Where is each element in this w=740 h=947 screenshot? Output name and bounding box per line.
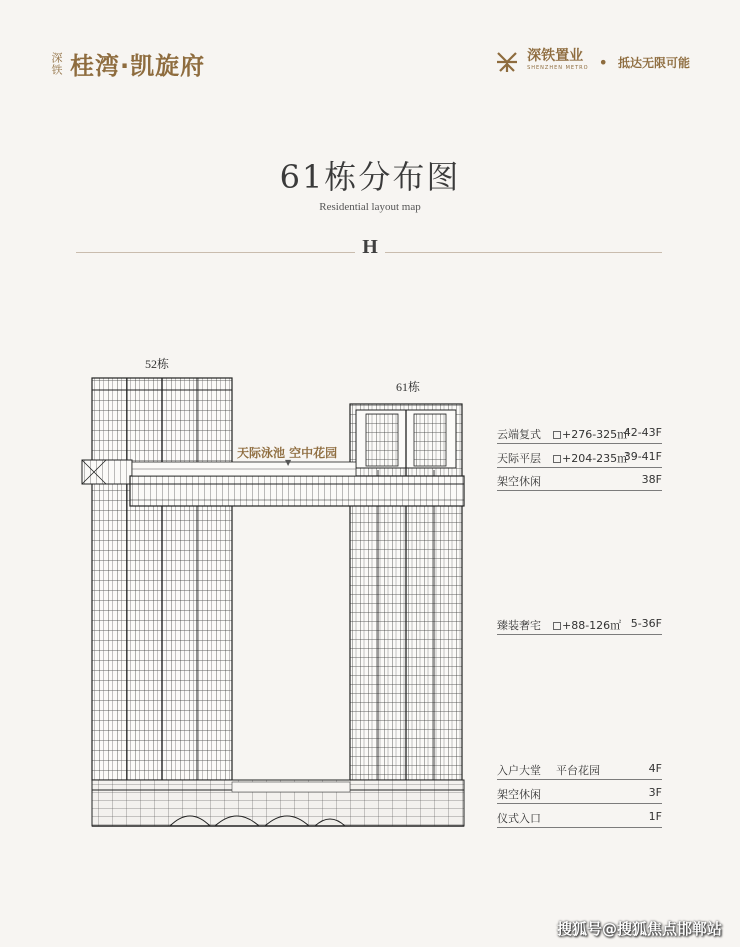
page-subtitle: Residential layout map — [319, 201, 421, 213]
row-area: +204-235㎡ — [553, 450, 628, 466]
building-61-label: 61栋 — [396, 380, 421, 394]
area-icon — [553, 455, 561, 463]
floor-row-lobby — [497, 760, 662, 778]
row-floor: 1F — [648, 810, 662, 823]
slogan: 抵达无限可能 — [617, 55, 690, 70]
floor-row-leisure-38 — [497, 471, 662, 489]
row-name: 仪式入口 — [497, 812, 541, 825]
separator-dot: • — [598, 52, 608, 72]
row-name: 天际平层 — [497, 452, 541, 465]
row-floor: 5-36F — [630, 617, 662, 630]
row-name: 架空休闲 — [497, 475, 541, 488]
floor-row-sky-flat — [497, 448, 662, 466]
row-name-2: 平台花园 — [556, 764, 600, 777]
row-name: 臻装奢宅 — [497, 619, 541, 632]
row-floor: 39-41F — [623, 450, 662, 463]
floor-row-luxury — [497, 615, 662, 633]
row-name: 云端复式 — [497, 428, 541, 441]
building-52-label: 52栋 — [145, 357, 170, 371]
metro-en-name: SHENZHEN METRO — [527, 65, 589, 71]
area-icon — [553, 431, 561, 439]
sky-arrow-icon: ▼ — [285, 458, 292, 467]
row-floor: 4F — [648, 762, 662, 775]
brand-small-text: 深铁 — [50, 51, 63, 76]
h-logo-letter: H — [362, 236, 378, 258]
row-floor: 38F — [641, 473, 662, 486]
row-area: +276-325㎡ — [553, 426, 628, 442]
sky-pool-garden-label: 天际泳池 空中花园 — [237, 446, 338, 460]
watermark-text: 搜狐号@搜狐焦点邯郸站 — [556, 920, 722, 938]
floor-row-leisure-3 — [497, 784, 662, 802]
row-floor: 3F — [648, 786, 662, 799]
row-name: 架空休闲 — [497, 788, 541, 801]
sky-bridge — [130, 476, 464, 506]
row-area: +88-126㎡ — [553, 617, 621, 633]
row-name: 入户大堂 — [497, 764, 541, 777]
row-floor: 42-43F — [623, 426, 662, 439]
page-title: 61栋分布图 — [279, 158, 461, 196]
area-icon — [553, 622, 561, 630]
metro-name: 深铁置业 — [527, 48, 584, 64]
floor-row-entrance — [497, 808, 662, 826]
brand-main-text: 桂湾·凯旋府 — [70, 52, 206, 80]
floor-row-cloud-duplex — [497, 424, 662, 442]
